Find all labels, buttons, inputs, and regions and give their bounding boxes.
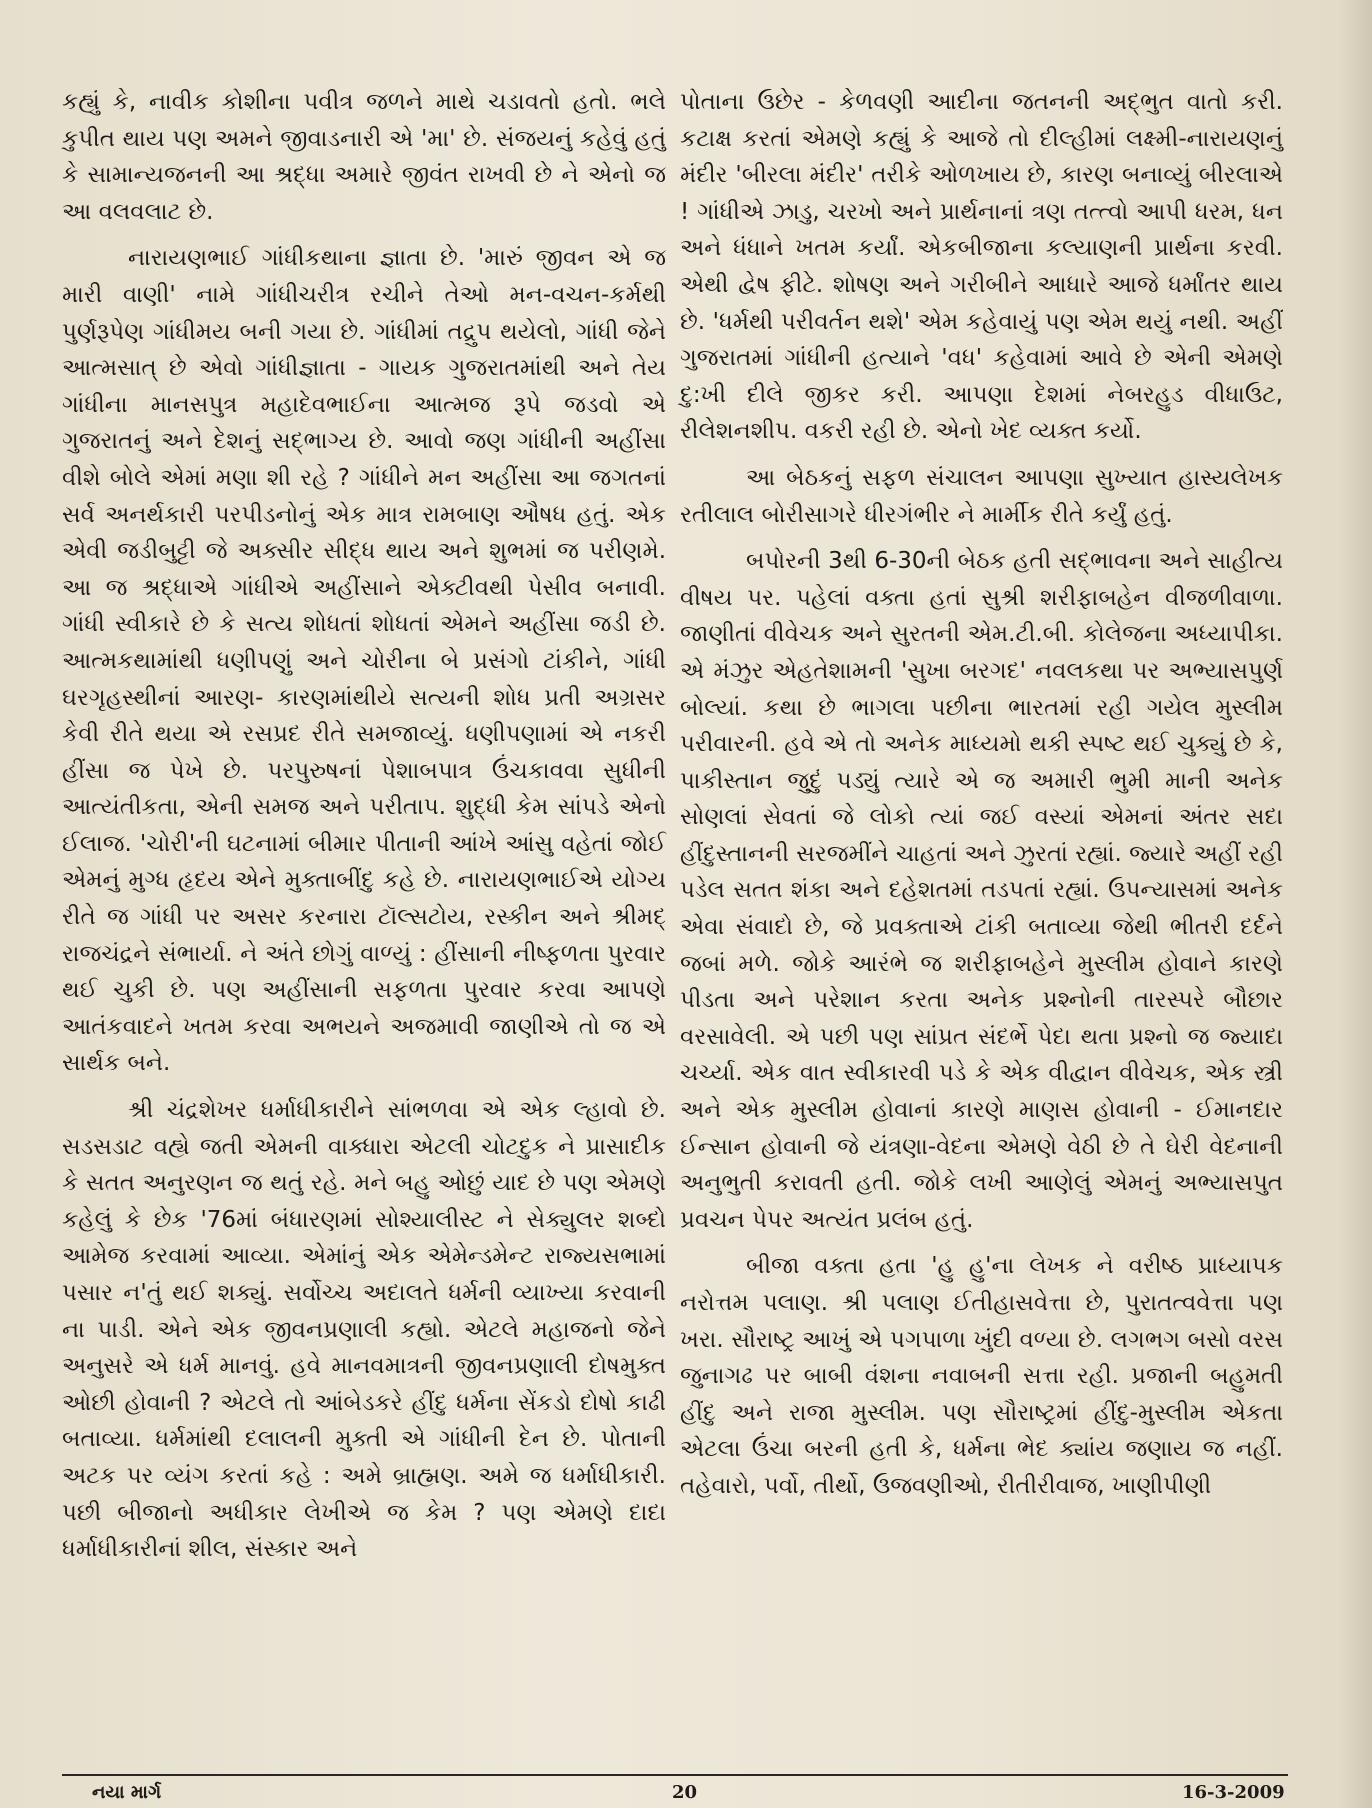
paragraph: આ બેઠકનું સફળ સંચાલન આપણા સુખ્યાત હાસ્યલેખક રતીલાલ બોરીસાગરે ધીરગંભીર ને માર્મીક રીતે કર્યું હતું.	[680, 464, 1283, 528]
issue-date: 16-3-2009	[1182, 1782, 1285, 1803]
paragraph: નારાયણભાઈ ગાંધીકથાના જ્ઞાતા છે. 'મારું જીવન એ જ મારી વાણી' નામે ગાંધીચરીત્ર રચીને તેઓ મન-વચન-કર્મથી પુર્ણરૂપેણ ગાંધીમય બની ગયા છે. ગાંધીમાં તદ્રુપ થયેલો, ગાંધી જેને આત્મસાત્ છે એવો ગાંધીજ્ઞાતા - ગાયક ગુજરાતમાંથી અને તેય ગાંધીના માનસપુત્ર મહાદેવભાઈના આત્મજ રૂપે જડવો એ ગુજરાતનું અને દેશનું સદ્ભાગ્ય છે. આવો જણ ગાંધીની અહીંસા વીશે બોલે એમાં મણા શી રહે ? ગાંધીને મન અહીંસા આ જગતનાં સર્વ અનર્થકારી પરપીડનોનું એક માત્ર રામબાણ ઔષધ હતું. એક એવી જડીબુટ્ટી જે અક્સીર સીદ્ધ થાય અને શુભમાં જ પરીણમે. આ જ શ્રદ્ધાએ ગાંધીએ અહીંસાને એક્ટીવથી પેસીવ બનાવી. ગાંધી સ્વીકારે છે કે સત્ય શોધતાં શોધતાં એમને અહીંસા જડી છે. આત્મકથામાંથી ધણીપણું અને ચોરીના બે પ્રસંગો ટાંકીને, ગાંધી ઘરગૃહસ્થીનાં આરણ- કારણમાંથીયે સત્યની શોધ પ્રતી અગ્રસર કેવી રીતે થયા એ રસપ્રદ રીતે સમજાવ્યું. ધણીપણામાં એ નકરી હીંસા જ પેખે છે. પરપુરુષનાં પેશાબપાત્ર ઉંચકાવવા સુધીની આત્યંતીકતા, એની સમજ અને પરીતાપ. શુદ્ધી કેમ સાંપડે એનો ઈલાજ. 'ચોરી'ની ઘટનામાં બીમાર પીતાની આંખે આંસુ વહેતાં જોઈ એમનું મુગ્ધ હૃદય એને મુક્તાબીંદુ કહે છે. નારાયણભાઈએ યોગ્ય રીતે જ ગાંધી પર અસર કરનારા ટૉલ્સટોય, રસ્કીન અને શ્રીમદ્ રાજચંદ્રને સંભાર્યા. ને અંતે છોગું વાળ્યું : હીંસાની નીષ્ફળતા પુરવાર થઈ ચુકી છે. પણ અહીંસાની સફળતા પુરવાર કરવા આપણે આતંકવાદને ખતમ કરવા અભયને અજમાવી જાણીએ તો જ એ સાર્થક બને.	[62, 245, 666, 1077]
magazine-name: નયા માર્ગ	[92, 1782, 162, 1803]
page-edge-shadow	[1338, 0, 1372, 1808]
paragraph: બપોરની 3થી 6-30ની બેઠક હતી સદ્ભાવના અને સાહીત્ય વીષય પર. પહેલાં વક્તા હતાં સુશ્રી શરીફાબહેન વીજળીવાળા. જાણીતાં વીવેચક અને સુરતની એમ.ટી.બી. કોલેજના અધ્યાપીકા. એ મંઝુર એહતેશામની 'સુખા બરગદ' નવલકથા પર અભ્યાસપુર્ણ બોલ્યાં. કથા છે ભાગલા પછીના ભારતમાં રહી ગયેલ મુસ્લીમ પરીવારની. હવે એ તો અનેક માધ્યમો થકી સ્પષ્ટ થઈ ચુક્યું છે કે, પાકીસ્તાન જુદું પડ્યું ત્યારે એ જ અમારી ભુમી માની અનેક સોણલાં સેવતાં જે લોકો ત્યાં જઈ વસ્યાં એમનાં અંતર સદા હીંદુસ્તાનની સરજમીંને ચાહતાં અને ઝુરતાં રહ્યાં. જ્યારે અહીં રહી પડેલ સતત શંકા અને દહેશતમાં તડપતાં રહ્યાં. ઉપન્યાસમાં અનેક એવા સંવાદો છે, જે પ્રવક્તાએ ટાંકી બતાવ્યા જેથી ભીતરી દર્દને જબાં મળે. જોકે આરંભે જ શરીફાબહેને મુસ્લીમ હોવાને કારણે પીડતા અને પરેશાન કરતા અનેક પ્રશ્નોની તારસ્પરે બૌછાર વરસાવેલી. એ પછી પણ સાંપ્રત સંદર્ભે પેદા થતા પ્રશ્નો જ જ્યાદા ચર્ચ્યા. એક વાત સ્વીકારવી પડે કે એક વીદ્વાન વીવેચક, એક સ્ત્રી અને એક મુસ્લીમ હોવાનાં કારણે માણસ હોવાની - ઈમાનદાર ઈન્સાન હોવાની જે યંત્રણા-વેદના એમણે વેઠી છે તે ઘેરી વેદનાની અનુભુતી કરાવતી હતી. જોકે લખી આણેલું એમનું અભ્યાસપુત પ્રવચન પેપર અત્યંત પ્રલંબ હતું.	[680, 548, 1283, 1233]
left-column	[62, 84, 666, 1578]
paragraph: પોતાના ઉછેર - કેળવણી આદીના જતનની અદ્ભુત વાતો કરી. કટાક્ષ કરતાં એમણે કહ્યું કે આજે તો દીલ્હીમાં લક્ષ્મી-નારાયણનું મંદીર 'બીરલા મંદીર' તરીકે ઓળખાય છે, કારણ બનાવ્યું બીરલાએ ! ગાંધીએ ઝાડુ, ચરખો અને પ્રાર્થનાનાં ત્રણ તત્ત્વો આપી ધરમ, ધન અને ધંધાને ખતમ કર્યાં. એકબીજાના કલ્યાણની પ્રાર્થના કરવી. એથી દ્વેષ ફીટે. શોષણ અને ગરીબીને આધારે આજે ધર્માંતર થાય છે. 'ધર્મથી પરીવર્તન થશે' એમ કહેવાયું પણ એમ થયું નથી. અહીં ગુજરાતમાં ગાંધીની હત્યાને 'વધ' કહેવામાં આવે છે એની એમણે દુ:ખી દીલે જીકર કરી. આપણા દેશમાં નેબરહુડ વીધાઉટ, રીલેશનશીપ. વકરી રહી છે. એનો ખેદ વ્યક્ત કર્યો.	[680, 89, 1283, 445]
paragraph: કહ્યું કે, નાવીક કોશીના પવીત્ર જળને માથે ચડાવતો હતો. ભલે કુપીત થાય પણ અમને જીવાડનારી એ 'મા' છે. સંજયનું કહેવું હતું કે સામાન્યજનની આ શ્રદ્ધા અમારે જીવંત રાખવી છે ને એનો જ આ વલવલાટ છે.	[62, 89, 666, 225]
footer-rule	[62, 1774, 1288, 1776]
paragraph: બીજા વક્તા હતા 'હુ હુ'ના લેખક ને વરીષ્ઠ પ્રાધ્યાપક નરોત્તમ પલાણ. શ્રી પલાણ ઈતીહાસવેત્તા છે, પુરાતત્વવેત્તા પણ ખરા. સૌરાષ્ટ્ર આખું એ પગપાળા ખુંદી વળ્યા છે. લગભગ બસો વરસ જુનાગઢ પર બાબી વંશના નવાબની સત્તા રહી. પ્રજાની બહુમતી હીંદુ અને રાજા મુસ્લીમ. પણ સૌરાષ્ટ્રમાં હીંદુ-મુસ્લીમ એકતા એટલા ઉંચા બરની હતી કે, ધર્મના ભેદ ક્યાંય જણાય જ નહીં. તહેવારો, પર્વો, તીર્થો, ઉજવણીઓ, રીતીરીવાજ, ખાણીપીણી	[680, 1253, 1283, 1499]
page-number: 20	[672, 1782, 698, 1803]
right-column	[680, 84, 1283, 1515]
paragraph: શ્રી ચંદ્રશેખર ધર્માધીકારીને સાંભળવા એ એક લ્હાવો છે. સડસડાટ વહ્યે જતી એમની વાક્ધારા એટલી ચોટદુક ને પ્રાસાદીક કે સતત અનુરણન જ થતું રહે. મને બહુ ઓછું યાદ છે પણ એમણે કહેલું કે છેક '76માં બંધારણમાં સોશ્યાલીસ્ટ ને સેક્યુલર શબ્દો આમેજ કરવામાં આવ્યા. એમાંનું એક એમેન્ડમેન્ટ રાજ્યસભામાં પસાર ન'તું થઈ શક્યું. સર્વોચ્ચ અદાલતે ધર્મની વ્યાખ્યા કરવાની ના પાડી. એને એક જીવનપ્રણાલી કહ્યો. એટલે મહાજનો જેને અનુસરે એ ધર્મ માનવું. હવે માનવમાત્રની જીવનપ્રણાલી દોષમુક્ત ઓછી હોવાની ? એટલે તો આંબેડકરે હીંદુ ધર્મના સેંકડો દોષો કાઢી બતાવ્યા. ધર્મમાંથી દલાલની મુક્તી એ ગાંધીની દેન છે. પોતાની અટક પર વ્યંગ કરતાં કહે : અમે બ્રાહ્મણ. અમે જ ધર્માધીકારી. પછી બીજાનો અધીકાર લેખીએ જ કેમ ? પણ એમણે દાદા ધર્માધીકારીનાં શીલ, સંસ્કાર અને	[62, 1097, 666, 1563]
